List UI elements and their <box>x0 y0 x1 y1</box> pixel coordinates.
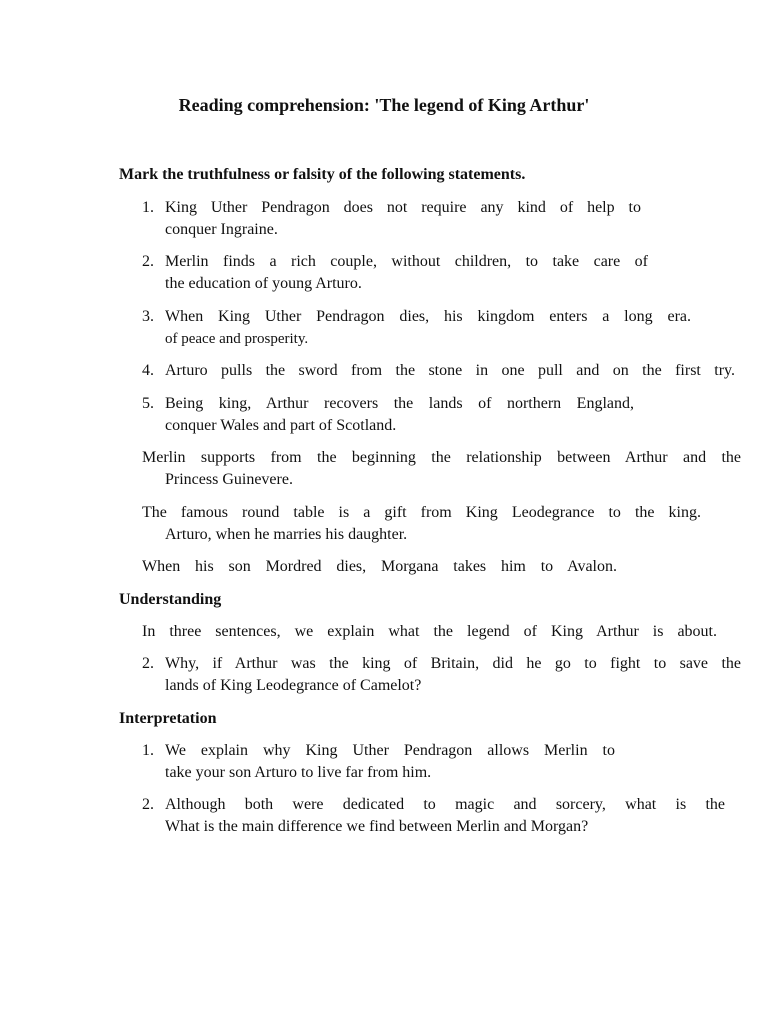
page-title: Reading comprehension: 'The legend of King Arthur' <box>178 95 590 115</box>
section-heading-true-false: Mark the truthfulness or falsity of the following statements. <box>119 166 526 183</box>
item-number: 5. <box>142 395 154 412</box>
item-number: 1. <box>142 199 154 216</box>
item-number: 3. <box>142 308 154 325</box>
item-text-line2: of peace and prosperity. <box>165 331 309 347</box>
item-number: 4. <box>142 362 154 379</box>
item-text-line2: conquer Wales and part of Scotland. <box>165 417 397 434</box>
item-text-line1: In three sentences, we explain what the legend of King Arthur is about. <box>142 623 717 640</box>
item-text-line2: take your son Arturo to live far from him. <box>165 764 432 781</box>
item-text-line2: the education of young Arturo. <box>165 275 362 292</box>
item-text-line1: Merlin finds a rich couple, without children, to take care of <box>165 253 648 270</box>
list-item <box>142 251 648 295</box>
list-item <box>142 556 617 578</box>
item-text-line1: Arturo pulls the sword from the stone in one pull and on the first try. <box>165 362 735 379</box>
item-number: 2. <box>142 655 154 672</box>
list-item <box>142 502 701 546</box>
list-item <box>142 197 641 241</box>
item-number: 2. <box>142 253 154 270</box>
list-item <box>142 621 717 643</box>
list-item <box>142 740 615 784</box>
item-text-line1: Merlin supports from the beginning the relationship between Arthur and the <box>142 449 741 466</box>
item-text-line2: conquer Ingraine. <box>165 221 278 238</box>
list-item <box>142 794 725 838</box>
item-text-line1: Although both were dedicated to magic and sorcery, what is the <box>165 796 725 813</box>
item-text-line2: Princess Guinevere. <box>165 471 293 488</box>
item-text-line2: lands of King Leodegrance of Camelot? <box>165 677 422 694</box>
section-heading-interpretation: Interpretation <box>119 710 217 727</box>
item-text-line1: King Uther Pendragon does not require any kind of help to <box>165 199 641 216</box>
item-text-line1: Being king, Arthur recovers the lands of northern England, <box>165 395 634 412</box>
item-text-line1: When his son Mordred dies, Morgana takes him to Avalon. <box>142 558 617 575</box>
list-item <box>142 306 691 350</box>
item-text-line1: The famous round table is a gift from King Leodegrance to the king. <box>142 504 701 521</box>
item-number: 2. <box>142 796 154 813</box>
item-text-line1: We explain why King Uther Pendragon allows Merlin to <box>165 742 615 759</box>
list-item <box>142 653 741 697</box>
list-item <box>142 360 735 382</box>
item-number: 1. <box>142 742 154 759</box>
item-text-line2: What is the main difference we find between Merlin and Morgan? <box>165 818 589 835</box>
list-item <box>142 447 741 491</box>
item-text-line1: Why, if Arthur was the king of Britain, did he go to fight to save the <box>165 655 741 672</box>
item-text-line1: When King Uther Pendragon dies, his kingdom enters a long era. <box>165 308 691 325</box>
list-item <box>142 393 634 437</box>
item-text-line2: Arturo, when he marries his daughter. <box>165 526 408 543</box>
section-heading-understanding: Understanding <box>119 591 222 608</box>
